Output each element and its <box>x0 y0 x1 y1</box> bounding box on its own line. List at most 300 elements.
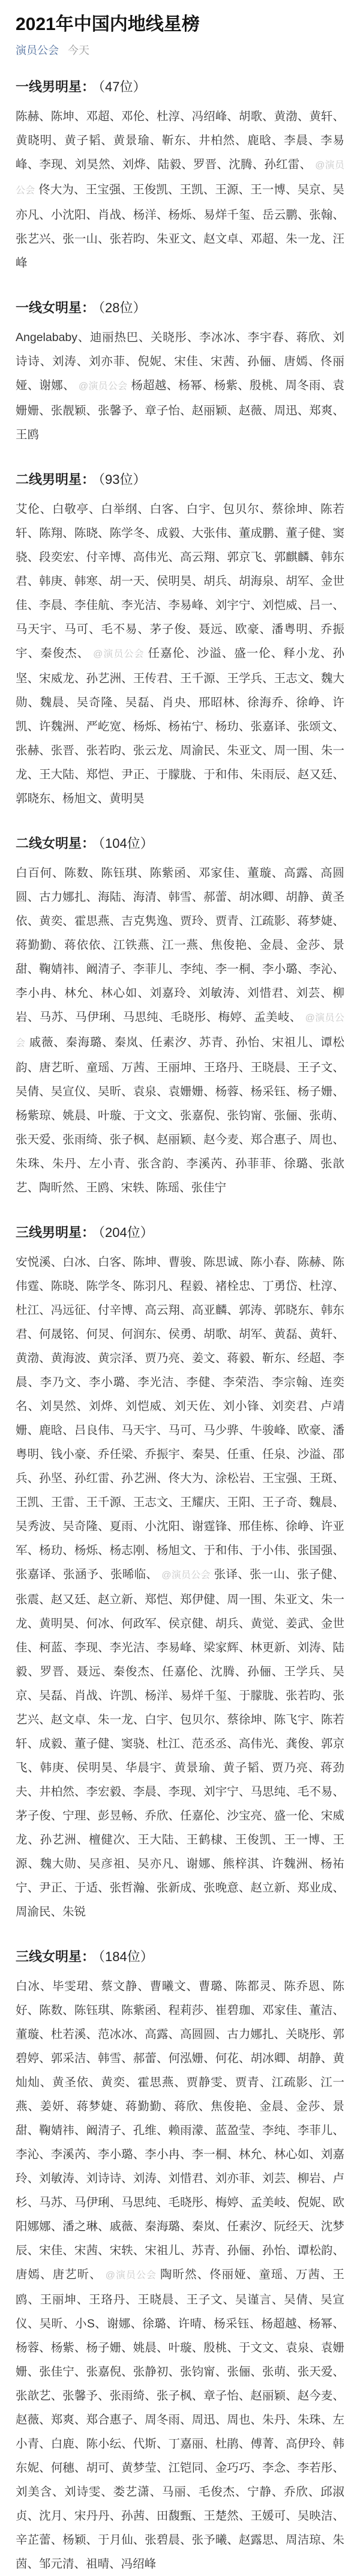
name-separator: 、 <box>101 2485 113 2499</box>
name-separator: 、 <box>27 1011 40 1024</box>
name-separator: 、 <box>133 1689 145 1702</box>
star-name: 张俪 <box>274 1109 298 1122</box>
star-name: 海陆 <box>98 890 122 904</box>
name-separator: 、 <box>180 527 192 540</box>
name-separator: 、 <box>98 1641 110 1654</box>
star-name: 张震 <box>16 1593 40 1606</box>
name-separator: 、 <box>174 1833 187 1846</box>
name-separator: 、 <box>308 1857 321 1870</box>
star-name: 胡静 <box>286 890 310 904</box>
name-separator: 、 <box>121 2052 133 2065</box>
star-name: 王鸥 <box>16 2268 344 2306</box>
name-separator: 、 <box>179 1304 192 1317</box>
star-name: 辛芷蕾 <box>16 2533 51 2547</box>
name-separator: 、 <box>186 696 199 709</box>
star-name: 罗晋 <box>40 1665 65 1678</box>
name-separator: 、 <box>286 2052 298 2065</box>
name-separator: 、 <box>286 2461 298 2475</box>
star-name: 白冰 <box>16 1980 40 1993</box>
name-separator: 、 <box>235 2485 248 2499</box>
article-title: 2021年中国内地线星榜 <box>16 14 200 34</box>
name-separator: 、 <box>191 1061 204 1074</box>
name-separator: 、 <box>297 1280 310 1293</box>
star-name: 李晨 <box>133 1785 157 1798</box>
star-name: 杨蓉 <box>215 1085 239 1098</box>
name-separator: 、 <box>110 158 122 171</box>
name-separator: 、 <box>76 1400 89 1413</box>
star-name: 朱珠 <box>297 2413 321 2426</box>
star-name: 赵文卓 <box>50 1713 86 1726</box>
name-separator: 、 <box>40 2268 53 2281</box>
star-name: 王子文 <box>297 1061 333 1074</box>
star-name: 肖央 <box>161 696 187 709</box>
star-name: 马伊琍 <box>74 2196 110 2209</box>
name-separator: 、 <box>166 2317 178 2330</box>
star-name: 金莎 <box>296 2100 321 2113</box>
star-name: 唐艺昕 <box>39 1061 74 1074</box>
name-separator: 、 <box>223 1980 235 1993</box>
name-separator: 、 <box>297 404 310 417</box>
name-separator: 、 <box>39 2437 51 2451</box>
star-name: 蒋劲夫 <box>16 1761 344 1798</box>
star-name: 娄艺潇 <box>113 2485 150 2499</box>
name-separator: 、 <box>74 2413 86 2426</box>
name-separator: 、 <box>64 1665 77 1678</box>
name-separator: 、 <box>179 1181 191 1194</box>
name-separator: 、 <box>250 1352 262 1365</box>
star-name: 黄圣依 <box>16 890 344 928</box>
name-separator: 、 <box>52 2485 65 2499</box>
star-name: 孙菲菲 <box>235 1157 272 1170</box>
star-name: 高云翔 <box>145 1304 180 1317</box>
star-name: 王丽坤 <box>156 1061 192 1074</box>
name-separator: 、 <box>28 1857 40 1870</box>
name-separator: 、 <box>308 1761 321 1774</box>
star-name: 许凯 <box>109 1689 133 1702</box>
name-separator: 、 <box>174 2076 187 2089</box>
star-name: 唐艺昕 <box>52 2268 90 2281</box>
star-name: 罗晋 <box>193 158 217 171</box>
star-name: 许亚军 <box>16 1520 344 1557</box>
watermark-text: @演员公会 <box>78 381 128 392</box>
star-name: 金莎 <box>296 939 321 952</box>
name-separator: 、 <box>101 1665 113 1678</box>
star-name: 汪峰 <box>16 232 344 270</box>
name-separator: 、 <box>262 2220 274 2233</box>
star-name: 陈钰琪 <box>101 866 138 880</box>
name-separator: 、 <box>62 1424 74 1437</box>
star-name: 张萌 <box>309 1109 333 1122</box>
name-separator: 、 <box>320 1689 333 1702</box>
star-name: 周迅 <box>274 404 298 417</box>
name-separator: 、 <box>156 2461 169 2475</box>
name-separator: 、 <box>113 1400 125 1413</box>
star-name: 冯绍峰 <box>121 2557 157 2571</box>
name-separator: 、 <box>64 696 77 709</box>
name-separator: 、 <box>74 1496 86 1509</box>
star-name: 刘涛 <box>52 355 77 368</box>
star-name: 杜江 <box>16 1304 40 1317</box>
name-separator: 、 <box>238 1881 251 1894</box>
star-name: 孟美岐 <box>254 1011 290 1024</box>
name-separator: 、 <box>125 1857 138 1870</box>
name-separator: 、 <box>238 2052 251 2065</box>
star-name: 肖战 <box>74 1689 98 1702</box>
name-separator: 、 <box>332 404 344 417</box>
star-name: 王俊凯 <box>133 183 168 196</box>
section-heading <box>16 471 344 489</box>
star-name: 易烊千玺 <box>203 208 251 222</box>
name-separator: 、 <box>320 2533 333 2547</box>
name-separator: 、 <box>286 720 298 733</box>
name-separator: 、 <box>320 2028 333 2041</box>
name-separator: 、 <box>89 2268 102 2281</box>
star-name: 高露 <box>145 2028 169 2041</box>
star-name: 赵立新 <box>250 1881 286 1894</box>
name-separator: 、 <box>39 2028 51 2041</box>
name-separator: 、 <box>133 1304 145 1317</box>
name-separator: 、 <box>215 2244 227 2257</box>
star-name: 黄渤 <box>274 110 298 123</box>
name-separator: 、 <box>259 2076 272 2089</box>
name-separator: 、 <box>62 1641 74 1654</box>
name-separator: 、 <box>309 2148 321 2161</box>
star-name: 檀健次 <box>88 1833 125 1846</box>
name-separator: 、 <box>166 379 179 392</box>
star-name: 成毅 <box>39 1737 63 1750</box>
name-separator: 、 <box>40 2076 52 2089</box>
name-separator: 、 <box>39 1280 51 1293</box>
name-separator: 、 <box>102 1036 115 1049</box>
name-separator: 、 <box>332 1133 344 1146</box>
name-separator: 、 <box>274 2533 286 2547</box>
name-separator: 、 <box>86 1304 98 1317</box>
name-separator: 、 <box>179 2148 192 2161</box>
star-name: 靳东 <box>262 1352 286 1365</box>
name-separator: 、 <box>27 890 40 904</box>
star-name: 周冬雨 <box>285 379 321 392</box>
name-separator: 、 <box>88 2076 101 2089</box>
star-name: 程毅 <box>180 1280 204 1293</box>
name-separator: 、 <box>286 915 298 928</box>
name-separator: 、 <box>167 183 180 196</box>
name-separator: 、 <box>320 2413 333 2426</box>
star-name: 鞠婧祎 <box>39 2124 74 2137</box>
star-name: 黄轩 <box>309 110 333 123</box>
star-name: 黄明昊 <box>39 1617 74 1630</box>
star-name: 章子怡 <box>203 2389 239 2402</box>
star-name: 梅婷 <box>215 2196 239 2209</box>
name-separator: 、 <box>156 2052 169 2065</box>
name-separator: 、 <box>309 551 321 564</box>
ranking-section <box>16 1948 344 2576</box>
name-separator: 、 <box>286 2365 298 2378</box>
star-name: 鞠婧祎 <box>39 963 74 976</box>
name-separator: 、 <box>27 1881 40 1894</box>
name-separator: 、 <box>174 1857 187 1870</box>
star-name: 关晓彤 <box>151 331 187 344</box>
name-separator: 、 <box>191 208 204 222</box>
star-name: 沈腾 <box>229 158 253 171</box>
article-meta <box>16 42 344 58</box>
star-name: 陈瑶 <box>156 1181 180 1194</box>
name-separator: 、 <box>168 1809 180 1822</box>
name-separator: 、 <box>156 2196 169 2209</box>
name-separator: 、 <box>274 1689 286 1702</box>
star-name: 侯明昊 <box>156 575 192 588</box>
name-separator: 、 <box>62 2004 74 2017</box>
name-separator: 、 <box>186 1980 199 1993</box>
name-separator: 、 <box>161 355 175 368</box>
name-separator: 、 <box>39 1448 51 1461</box>
name-separator: 、 <box>215 1109 227 1122</box>
name-separator: 、 <box>156 720 169 733</box>
star-name: 王丽坤 <box>40 2293 77 2306</box>
star-name: 茅子俊 <box>149 623 187 636</box>
name-separator: 、 <box>259 623 272 636</box>
star-name: 陈钰琪 <box>74 2004 110 2017</box>
name-separator: 、 <box>259 503 272 516</box>
name-separator: 、 <box>308 1400 321 1413</box>
section-count: （47位） <box>98 79 146 94</box>
star-name: 何花 <box>215 2052 239 2065</box>
name-separator: 、 <box>27 379 40 392</box>
name-separator: 、 <box>52 987 65 1000</box>
star-name: 宁静 <box>247 2485 272 2499</box>
star-name: 黄奕 <box>101 2076 125 2089</box>
star-name: 张佳宁 <box>39 2365 74 2378</box>
name-separator: 、 <box>286 2172 298 2185</box>
star-name: 张嘉译 <box>250 720 286 733</box>
name-separator: 、 <box>27 575 40 588</box>
star-name: 于朦胧 <box>156 768 192 781</box>
star-name: 刘美含 <box>16 2485 52 2499</box>
star-name: 蒋勤勤 <box>125 2100 162 2113</box>
star-name: 赵薇 <box>238 404 262 417</box>
name-separator: 、 <box>238 1641 251 1654</box>
star-name: 陈学冬 <box>86 1280 122 1293</box>
star-name: 潘之琳 <box>62 2220 98 2233</box>
star-name: 袁姗姗 <box>16 379 344 417</box>
name-separator: 、 <box>64 2100 77 2113</box>
name-separator: 、 <box>50 1133 63 1146</box>
star-name: 阮经天 <box>274 2220 310 2233</box>
star-name: 沈腾 <box>211 1665 235 1678</box>
name-separator: 、 <box>168 1496 180 1509</box>
star-name: 蒋欣 <box>296 331 321 344</box>
star-name: 谢娜 <box>106 2317 131 2330</box>
star-name: 陈坤 <box>50 110 74 123</box>
star-name: 王学兵 <box>227 672 262 685</box>
star-name: 杨玏 <box>39 1544 63 1557</box>
star-name: 佟丽娅 <box>209 2268 247 2281</box>
name-separator: 、 <box>145 1737 157 1750</box>
star-name: 任嘉伦 <box>148 647 185 660</box>
name-separator: 、 <box>309 1809 321 1822</box>
name-separator: 、 <box>40 1980 52 1993</box>
name-separator: 、 <box>309 2220 321 2233</box>
name-separator: 、 <box>27 1181 40 1194</box>
section-heading <box>16 78 344 96</box>
star-name: 赵今麦 <box>297 2389 333 2402</box>
star-name: 潘粤明 <box>271 623 308 636</box>
star-name: 朱一龙 <box>16 744 344 781</box>
star-name: 刘诗诗 <box>16 331 344 368</box>
star-name: 吴磊 <box>39 1689 63 1702</box>
name-separator: 、 <box>113 696 125 709</box>
star-name: 黄明昊 <box>109 792 145 805</box>
star-name: 金晨 <box>259 2100 284 2113</box>
star-name: 邓家佳 <box>262 2004 298 2017</box>
star-name: 释小龙 <box>283 647 320 660</box>
star-name: 王耀庆 <box>180 1496 215 1509</box>
star-name: 胡歌 <box>238 110 263 123</box>
star-name: 贾玲 <box>180 915 204 928</box>
star-name: 韩东君 <box>16 551 344 588</box>
name-separator: 、 <box>144 1181 157 1194</box>
star-name: 李冰冰 <box>199 331 236 344</box>
name-separator: 、 <box>39 1713 51 1726</box>
name-separator: 、 <box>168 1713 180 1726</box>
star-name: 张嘉倪 <box>86 2365 122 2378</box>
name-separator: 、 <box>250 963 262 976</box>
name-separator: 、 <box>308 355 321 368</box>
star-name: 王斑 <box>309 1472 333 1485</box>
star-name: 高伊玲 <box>286 2437 321 2451</box>
star-name: 焦俊艳 <box>211 2100 248 2113</box>
name-separator: 、 <box>86 2533 98 2547</box>
name-separator: 、 <box>179 1352 192 1365</box>
name-separator: 、 <box>27 1544 40 1557</box>
star-name: 谭松韵 <box>297 2244 333 2257</box>
name-separator: 、 <box>296 2317 309 2330</box>
section-count: （184位） <box>98 1949 154 1964</box>
name-separator: 、 <box>28 1400 40 1413</box>
star-name: 郭碧婷 <box>16 2028 344 2065</box>
star-name: 江铠同 <box>168 2461 204 2475</box>
star-name: 贾青 <box>215 915 239 928</box>
star-name: 阚清子 <box>86 2124 122 2137</box>
star-name: 杨幂 <box>178 379 202 392</box>
watermark-text: @演员公会 <box>105 2270 157 2281</box>
name-separator: 、 <box>98 575 110 588</box>
star-name: 杨子姗 <box>297 1085 333 1098</box>
star-name: 黄宗泽 <box>98 1352 133 1365</box>
star-name: 张若昀 <box>109 232 145 246</box>
name-separator: 、 <box>113 1761 125 1774</box>
star-name: 马可 <box>64 623 89 636</box>
star-name: 许凯 <box>16 696 344 733</box>
name-separator: 、 <box>203 599 215 612</box>
name-separator: 、 <box>27 963 40 976</box>
name-separator: 、 <box>332 720 344 733</box>
star-name: 陆毅 <box>157 158 182 171</box>
name-separator: 、 <box>332 1785 344 1798</box>
name-separator: 、 <box>109 2196 122 2209</box>
star-name: 马苏 <box>39 1011 64 1024</box>
name-separator: 、 <box>133 1448 145 1461</box>
name-separator: 、 <box>27 2124 40 2137</box>
star-name: 陈翔 <box>39 527 63 540</box>
section-heading <box>16 835 344 853</box>
star-name: 王宝强 <box>262 1472 298 1485</box>
ranking-section <box>16 78 344 275</box>
star-name: 张钧甯 <box>180 2365 215 2378</box>
name-separator: 、 <box>145 527 157 540</box>
star-name: 李佳航 <box>74 599 110 612</box>
star-name: 刘涛 <box>133 2172 157 2185</box>
star-name: 董子健 <box>74 1737 110 1750</box>
name-separator: 、 <box>145 2509 157 2523</box>
star-name: 高圆圆 <box>180 2028 215 2041</box>
star-name: 李宗翰 <box>271 1376 308 1389</box>
star-name: 吴谨言 <box>235 2293 272 2306</box>
star-name: 任素汐 <box>227 2220 262 2233</box>
star-name: 周渝民 <box>180 744 215 757</box>
star-name: 张雨绮 <box>62 1133 98 1146</box>
star-name: 刘嘉玲 <box>16 2148 344 2185</box>
name-separator: 、 <box>97 1133 110 1146</box>
name-separator: 、 <box>274 1617 286 1630</box>
star-name: 蒋勤勤 <box>16 939 52 952</box>
star-name: 万茜 <box>121 1061 145 1074</box>
star-name: 范冰冰 <box>98 2028 133 2041</box>
star-name: 董洁 <box>309 2004 333 2017</box>
star-name: 王媛可 <box>250 2509 286 2523</box>
star-name: 王珞丹 <box>88 2293 125 2306</box>
name-separator: 、 <box>274 575 286 588</box>
name-separator: 、 <box>74 183 86 196</box>
name-separator: 、 <box>198 355 211 368</box>
star-name: 吴映洁 <box>297 2509 333 2523</box>
star-name: 杨采钰 <box>214 2317 250 2330</box>
star-name: 胡静 <box>297 2052 321 2065</box>
name-separator: 、 <box>286 1881 298 1894</box>
author-name[interactable]: 演员公会 <box>16 44 59 56</box>
name-separator: 、 <box>168 744 180 757</box>
name-separator: 、 <box>133 1520 145 1533</box>
name-separator: 、 <box>286 2196 298 2209</box>
name-separator: 、 <box>62 527 74 540</box>
name-separator: 、 <box>191 2389 204 2402</box>
name-separator: 、 <box>203 2052 215 2065</box>
star-name: 张赫 <box>16 744 40 757</box>
name-separator: 、 <box>297 1133 310 1146</box>
star-name: 杨玏 <box>215 720 239 733</box>
name-separator: 、 <box>274 890 286 904</box>
star-name: 李沁 <box>16 2148 40 2161</box>
name-separator: 、 <box>332 1472 344 1485</box>
star-name: 刘恺威 <box>125 1400 162 1413</box>
star-name: 林更新 <box>250 1641 286 1654</box>
name-separator: 、 <box>320 1833 333 1846</box>
name-separator: 、 <box>250 599 262 612</box>
name-separator: 、 <box>149 696 162 709</box>
name-separator: 、 <box>27 599 40 612</box>
star-name: 何炅 <box>86 1328 110 1341</box>
name-separator: 、 <box>133 2028 145 2041</box>
star-name: 胡海泉 <box>238 575 274 588</box>
name-separator: 、 <box>332 2004 344 2017</box>
star-name: 程莉莎 <box>168 2004 204 2017</box>
name-separator: 、 <box>145 2389 157 2402</box>
star-name: 刘天佐 <box>174 1400 211 1413</box>
star-name: 欧豪 <box>297 1424 321 1437</box>
star-name: 蒋依依 <box>64 939 101 952</box>
name-separator: 、 <box>320 696 333 709</box>
star-name: 李现 <box>168 1785 192 1798</box>
star-name: 张子枫 <box>109 1133 145 1146</box>
